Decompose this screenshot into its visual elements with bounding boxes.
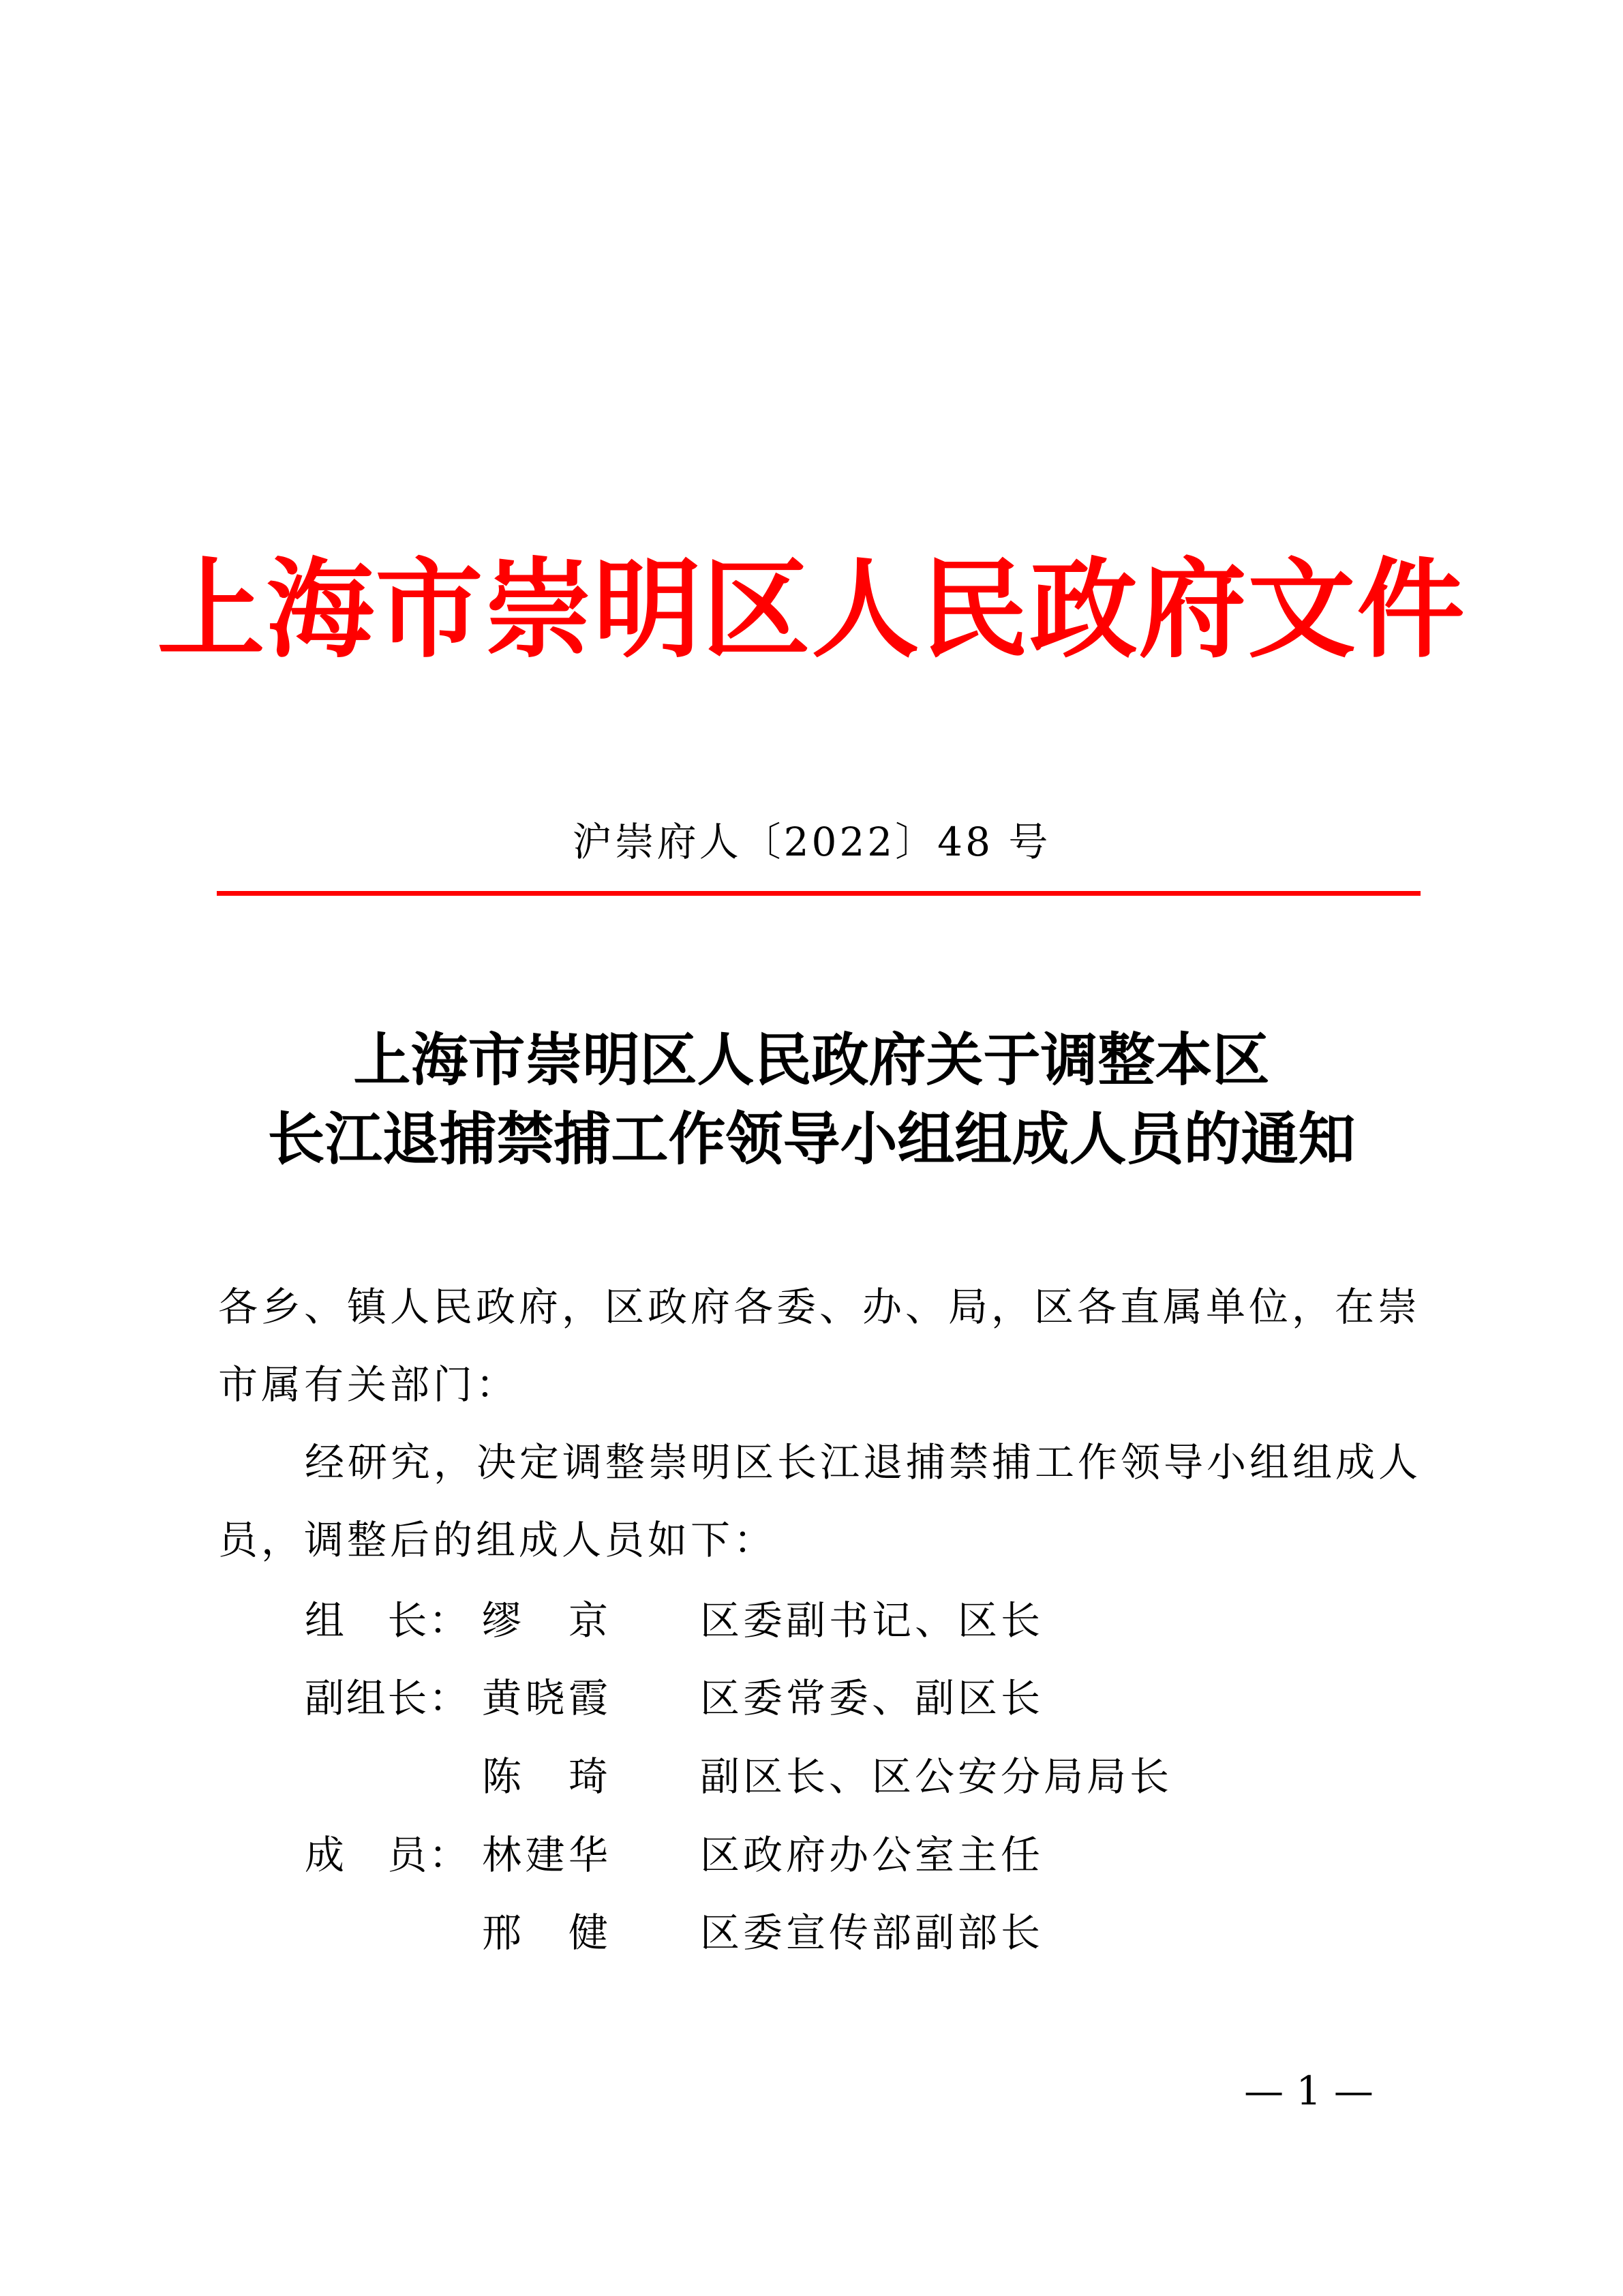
member-name: 林建华 <box>482 1832 608 1878</box>
member-position: 副区长、区公安分局局长 <box>700 1753 1173 1800</box>
notice-title-line-2: 长江退捕禁捕工作领导小组组成人员的通知 <box>267 1105 1356 1173</box>
body-paragraph-line-2: 员，调整后的组成人员如下： <box>218 1517 777 1563</box>
member-name: 陈琦 <box>482 1753 608 1800</box>
page-number: — 1 — <box>1244 2068 1374 2114</box>
notice-title-line-1: 上海市崇明区人民政府关于调整本区 <box>353 1026 1270 1093</box>
recipients-line-2: 市属有关部门： <box>218 1361 519 1408</box>
member-role-label: 组 长： <box>305 1597 468 1644</box>
member-name: 邢健 <box>482 1909 608 1956</box>
member-role-label: 副组长： <box>305 1675 468 1721</box>
member-position: 区委副书记、区长 <box>700 1597 1044 1644</box>
recipients-line-1: 各乡、镇人民政府，区政府各委、办、局，区各直属单位，在崇 <box>218 1284 1421 1330</box>
red-divider-line <box>217 891 1421 896</box>
document-masthead: 上海市崇明区人民政府文件 <box>157 547 1466 673</box>
document-number: 沪崇府人〔2022〕48 号 <box>572 819 1051 865</box>
member-name: 黄晓霞 <box>482 1675 608 1721</box>
member-name: 缪京 <box>482 1597 608 1644</box>
member-position: 区委常委、副区长 <box>700 1675 1044 1721</box>
member-position: 区政府办公室主任 <box>700 1832 1044 1878</box>
member-role-label: 成 员： <box>305 1832 468 1878</box>
member-position: 区委宣传部副部长 <box>700 1909 1044 1956</box>
body-paragraph-line-1: 经研究，决定调整崇明区长江退捕禁捕工作领导小组组成人 <box>305 1439 1422 1485</box>
